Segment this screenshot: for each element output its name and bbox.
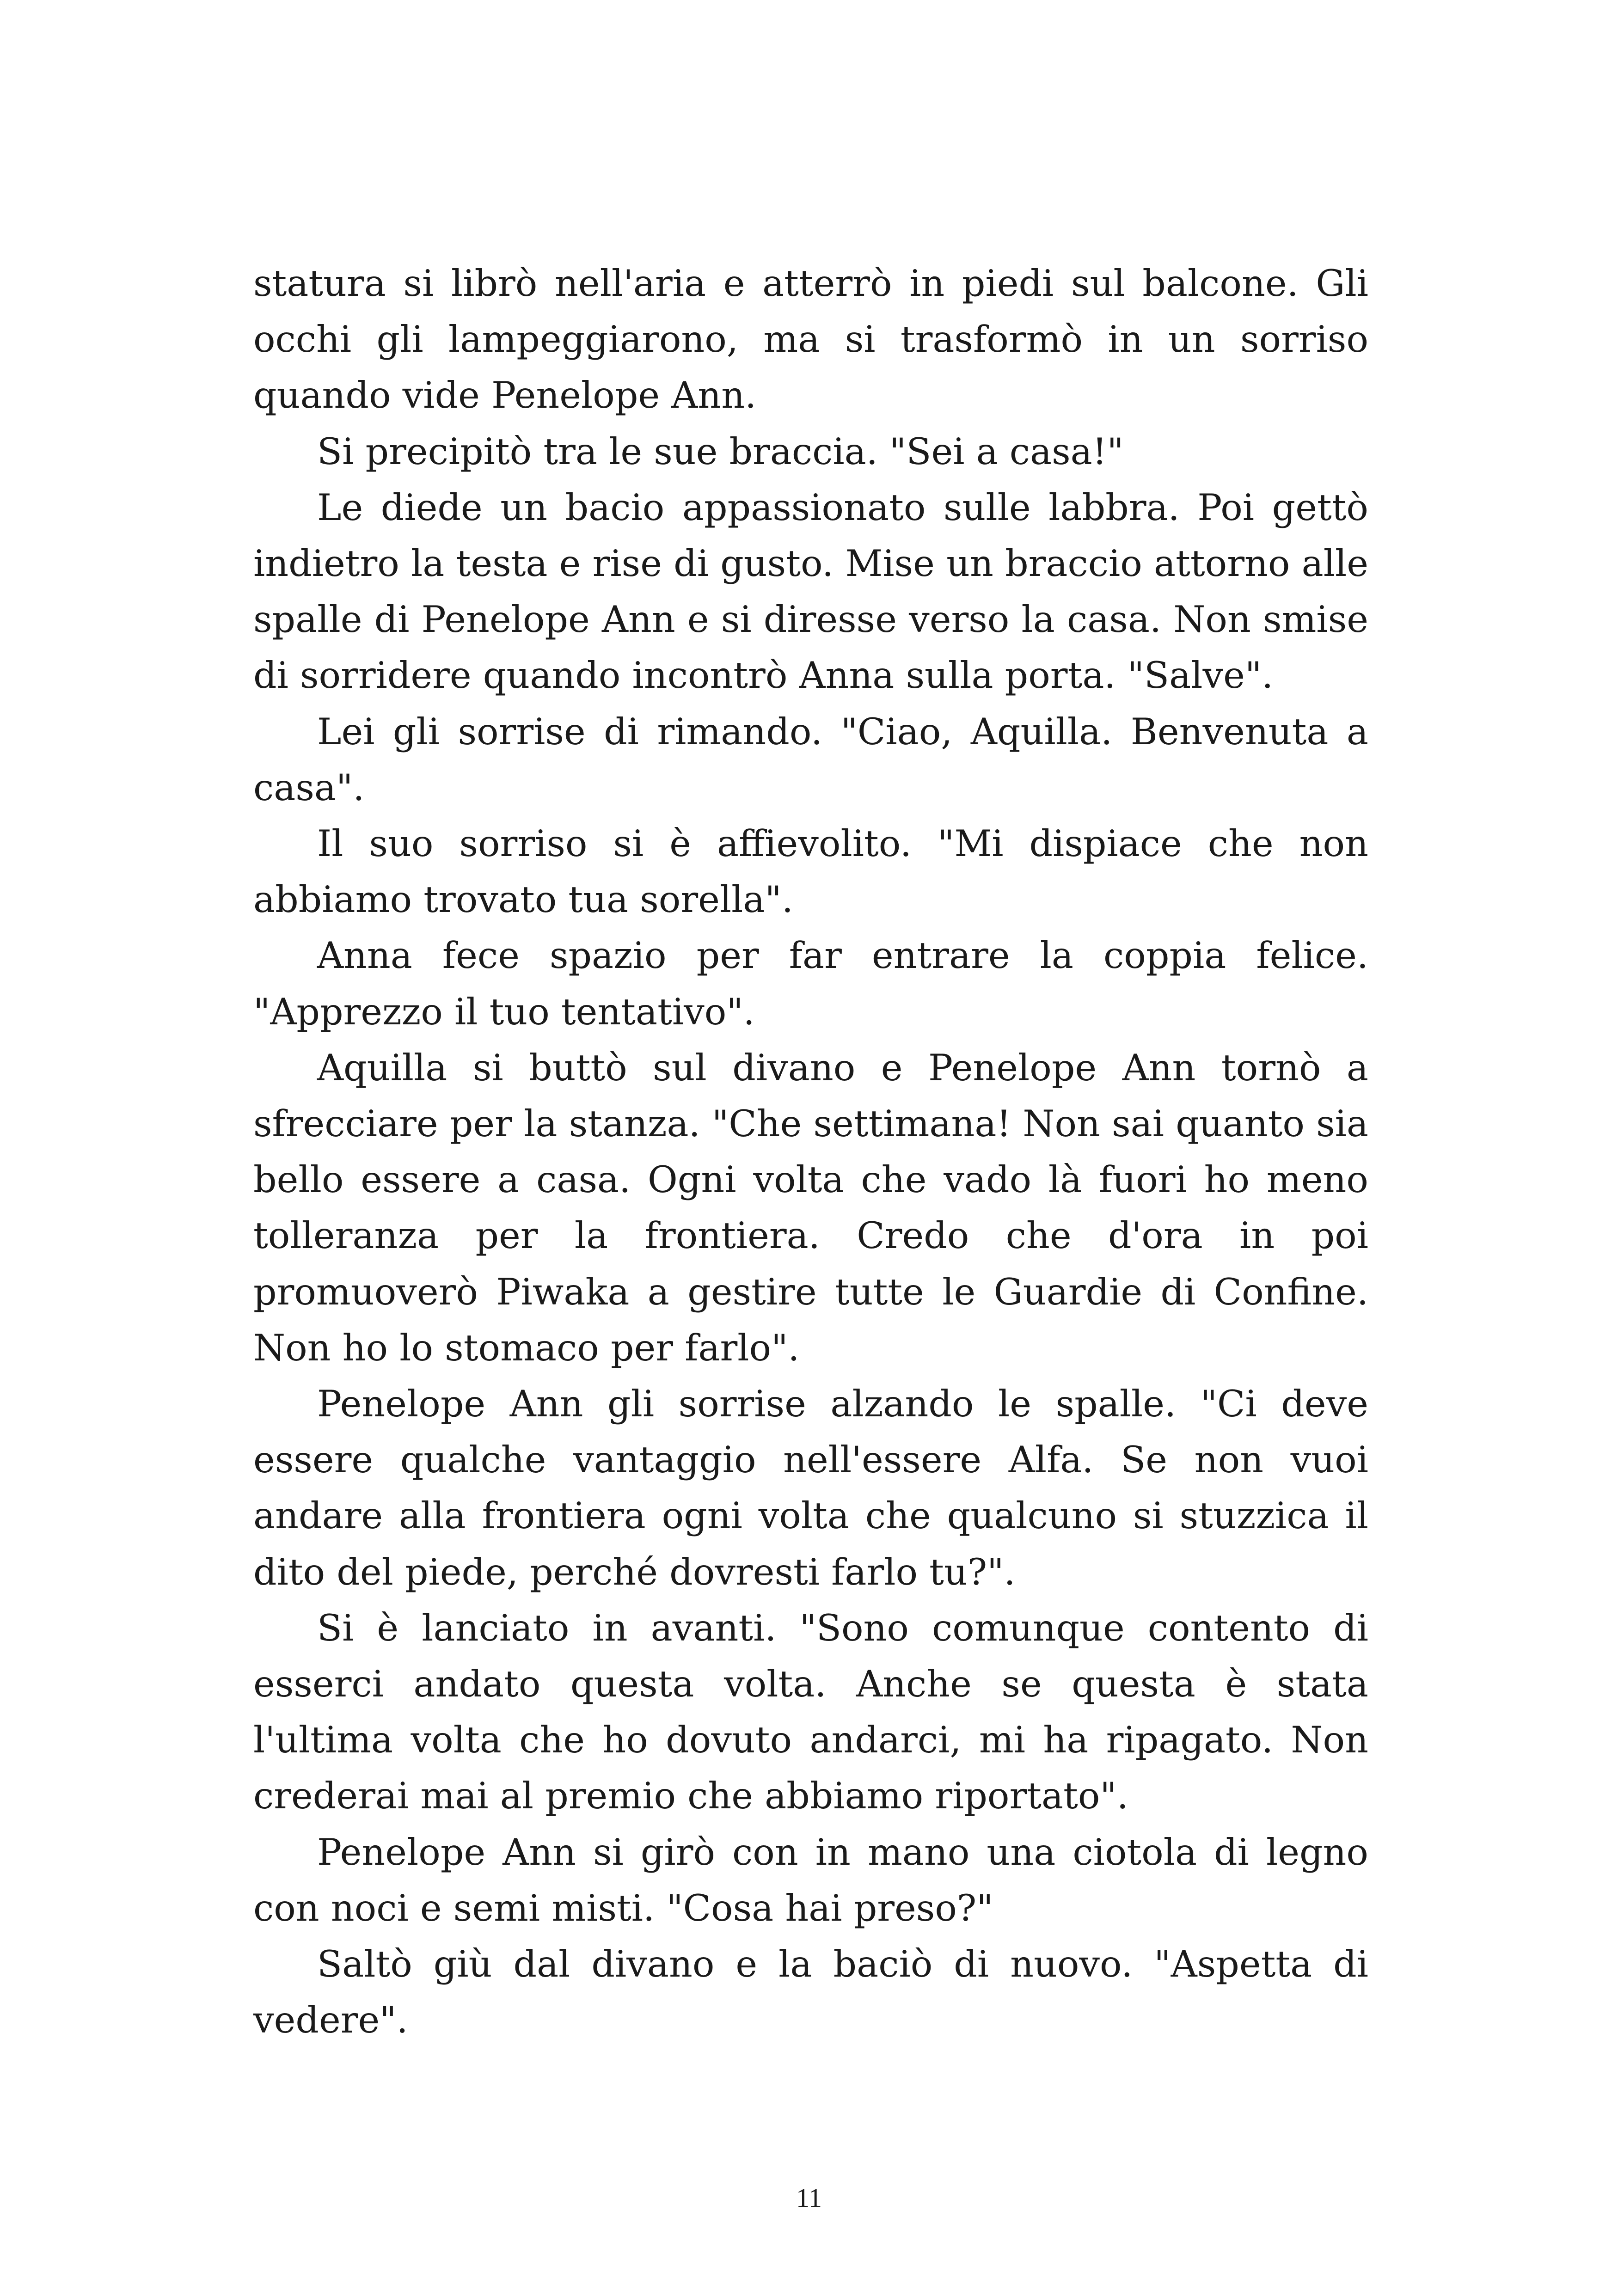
paragraph-10: Penelope Ann si girò con in mano una ciotola di legno con noci e semi misti. "Cosa hai preso?": [253, 1831, 1368, 1929]
paragraph-9: Si è lanciato in avanti. "Sono comunque contento di esserci andato questa volta. Anche se questa è stata l'ultima volta che ho dovuto andarci, mi ha ripagato. Non crederai mai al premio che abbiamo riportato".: [253, 1606, 1368, 1818]
paragraph-5: Il suo sorriso si è affievolito. "Mi dispiace che non abbiamo trovato tua sorella".: [253, 822, 1368, 921]
paragraph-11: Saltò giù dal divano e la baciò di nuovo. "Aspetta di vedere".: [253, 1943, 1368, 2042]
paragraph-4: Lei gli sorrise di rimando. "Ciao, Aquilla. Benvenuta a casa".: [253, 710, 1368, 809]
page-number: 11: [796, 2183, 822, 2213]
paragraph-1: statura si librò nell'aria e atterrò in piedi sul balcone. Gli occhi gli lampeggiarono, ma si trasformò in un sorriso quando vide Penelope Ann.: [253, 262, 1368, 417]
body-text: [253, 256, 1368, 2049]
paragraph-6: Anna fece spazio per far entrare la coppia felice. "Apprezzo il tuo tentativo".: [253, 934, 1368, 1033]
paragraph-7: Aquilla si buttò sul divano e Penelope Ann tornò a sfrecciare per la stanza. "Che settimana! Non sai quanto sia bello essere a casa. Ogni volta che vado là fuori ho meno tolleranza per la frontiera. Credo che d'ora in poi promuoverò Piwaka a gestire tutte le Guardie di Confine. Non ho lo stomaco per farlo".: [253, 1046, 1368, 1369]
paragraph-3: Le diede un bacio appassionato sulle labbra. Poi gettò indietro la testa e rise di gusto. Mise un braccio attorno alle spalle di Penelope Ann e si diresse verso la casa. Non smise di sorridere quando incontrò Anna sulla porta. "Salve".: [253, 486, 1368, 697]
paragraph-8: Penelope Ann gli sorrise alzando le spalle. "Ci deve essere qualche vantaggio nell'essere Alfa. Se non vuoi andare alla frontiera ogni volta che qualcuno si stuzzica il dito del piede, perché dovresti farlo tu?".: [253, 1383, 1368, 1593]
paragraph-2: Si precipitò tra le sue braccia. "Sei a casa!": [317, 430, 1124, 473]
